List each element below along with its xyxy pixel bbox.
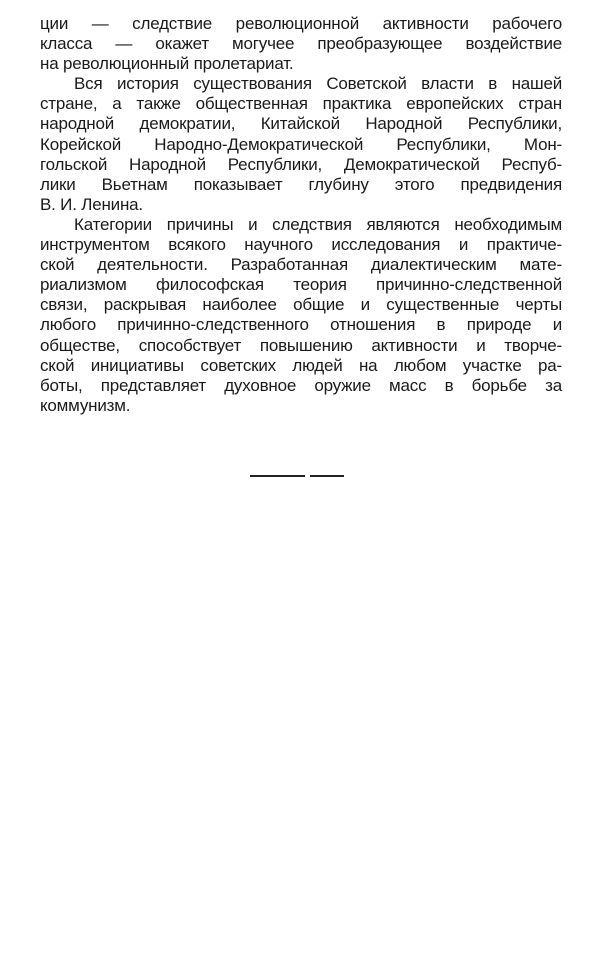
- text-line: гольской Народной Республики, Демократической Респуб-: [40, 154, 562, 174]
- text-line: коммунизм.: [40, 395, 131, 415]
- text-line: любого причинно-следственного отношения в природе и: [40, 315, 563, 335]
- paragraph-2: [40, 74, 562, 215]
- text-line: класса — окажет могучее преобразующее воздействие: [40, 34, 562, 54]
- text-line: Категории причины и следствия являются необходимым: [74, 214, 562, 234]
- text-line: Вся история существования Советской власти в нашей: [74, 74, 563, 94]
- text-line: боты, представляет духовное оружие масс в борьбе за: [40, 375, 562, 395]
- paragraph-1: [40, 14, 562, 74]
- text-line: В. И. Ленина.: [40, 194, 143, 214]
- text-line: ции — следствие революционной активности рабочего: [40, 14, 562, 33]
- text-line: ской деятельности. Разработанная диалектическим мате-: [40, 255, 562, 275]
- page-text: [40, 14, 562, 416]
- text-line: на революционный пролетариат.: [40, 54, 294, 74]
- text-line: лики Вьетнам показывает глубину этого предвидения: [40, 174, 562, 194]
- text-line: народной демократии, Китайской Народной Республики,: [40, 114, 562, 134]
- section-divider: [250, 475, 344, 477]
- paragraph-3: [40, 215, 562, 416]
- text-line: риализмом философская теория причинно-следственной: [40, 275, 562, 295]
- text-line: связи, раскрывая наиболее общие и существенные черты: [40, 295, 562, 315]
- section-divider-gap: [305, 475, 310, 477]
- text-line: обществе, способствует повышению активности и творче-: [40, 335, 562, 355]
- text-line: инструментом всякого научного исследования и практиче-: [40, 235, 562, 255]
- text-line: ской инициативы советских людей на любом участке ра-: [40, 355, 562, 375]
- text-line: Корейской Народно-Демократической Республики, Мон-: [40, 134, 562, 154]
- text-line: стране, а также общественная практика европейских стран: [40, 94, 562, 114]
